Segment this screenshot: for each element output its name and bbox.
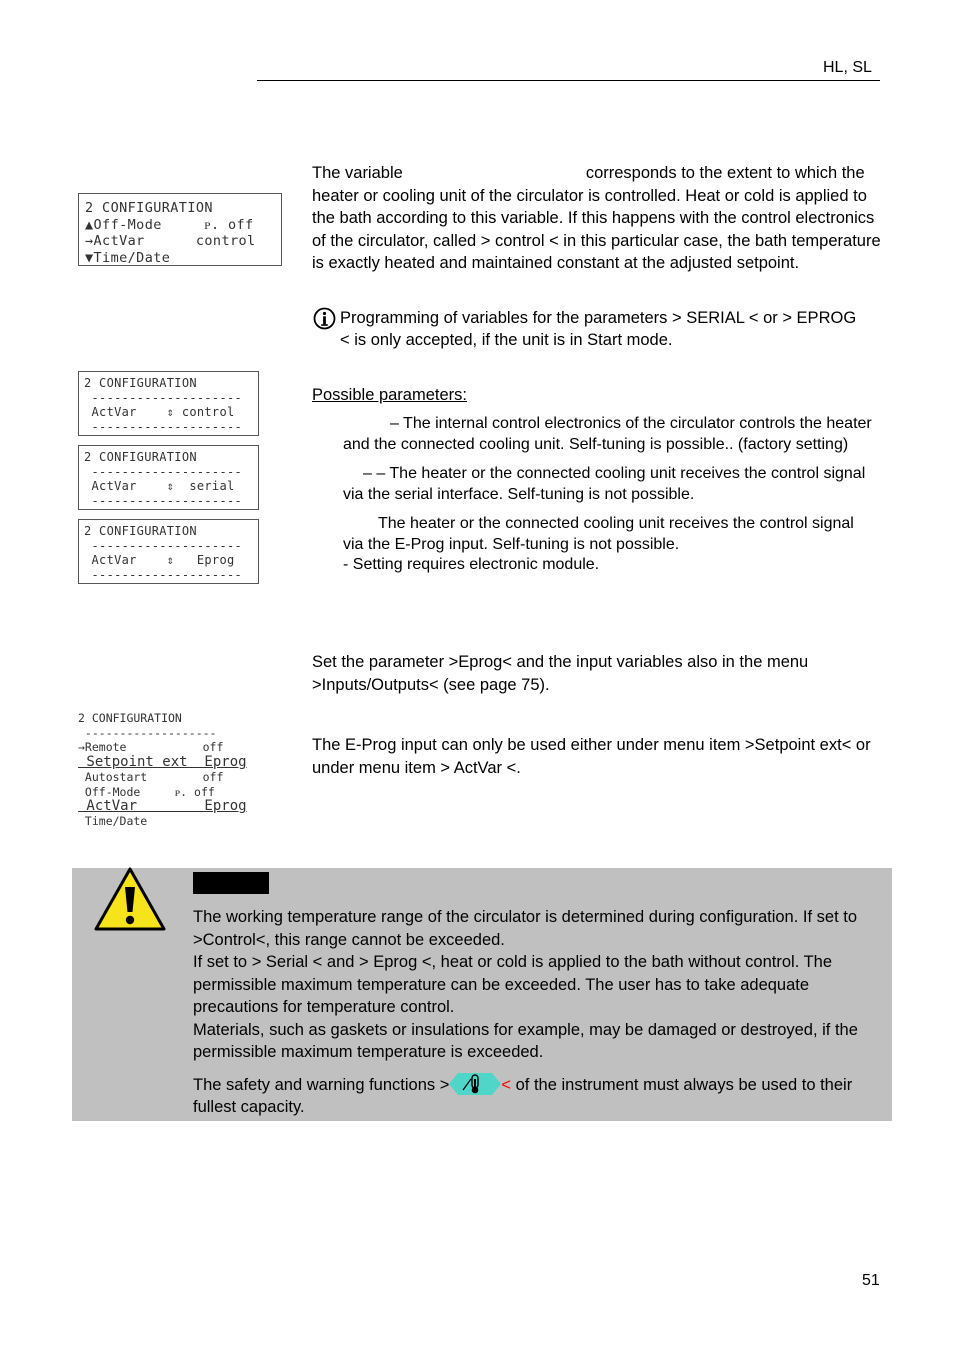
lcd-option-eprog (78, 519, 259, 584)
lcd-line: -------------------- (84, 390, 243, 405)
lcd-line: 2 CONFIGURATION (84, 450, 197, 464)
lcd-line: ActVar ⇕ serial (84, 479, 235, 494)
lcd-line: →ActVar control (85, 233, 256, 249)
parameter-item-control: – The internal control electronics of the circulator controls the heater and the connected cooling unit. Self-tuning is possible.. (factory setting) (343, 415, 872, 453)
possible-parameters-heading: Possible parameters: (312, 386, 467, 404)
lcd-line: -------------------- (84, 538, 243, 553)
safety-start: The safety and warning functions > (193, 1075, 450, 1094)
lcd-line: ActVar ⇕ Eprog (84, 553, 235, 568)
warning-paragraph: The working temperature range of the circulator is determined during configuration. If set to >Control<, this range cannot be exceeded. (193, 908, 858, 949)
menu-title: 2 CONFIGURATION (78, 711, 182, 725)
lcd-line: -------------------- (84, 420, 243, 435)
menu-row: →Remote off (78, 740, 224, 755)
menu-row: ActVar Eprog (78, 798, 247, 815)
intro-line1-end: corresponds to the extent to which (585, 164, 838, 182)
menu-row: Setpoint ext Eprog (78, 754, 247, 771)
header-rule (257, 80, 880, 81)
thermometer-icon (449, 1073, 501, 1095)
warning-triangle-icon (94, 867, 166, 931)
eprog-note: Set the parameter >Eprog< and the input variables also in the menu >Inputs/Outputs< (see page 75). (312, 653, 809, 694)
lcd-line: 2 CONFIGURATION (84, 524, 197, 538)
safety-end: of the instrument must always be used to their fullest capacity. (193, 1075, 853, 1116)
parameter-item-eprog: The heater or the connected cooling unit receives the control signal via the E-Prog input. Self-tuning is not possible. (343, 515, 854, 553)
menu-row: Off-Mode ᴘ. off (78, 784, 215, 799)
lcd-line: 2 CONFIGURATION (85, 200, 213, 216)
warning-paragraph: If set to > Serial < and > Eprog <, heat or cold is applied to the bath without control. The permissible maximum temperature can be exceeded. The user has to take adequate precautions for temperature control. (193, 953, 833, 1016)
safety-bracket: < (501, 1075, 512, 1094)
info-note: Programming of variables for the parameters > SERIAL < or > EPROG < is only accepted, if the unit is in Start mode. (340, 309, 857, 349)
lcd-line: ▲Off-Mode ᴘ. off (85, 216, 254, 233)
intro-rest: the heater or cooling unit of the circulator is controlled. Heat or cold is applied to the bath according to this variable. If this happens with the control electronics of the circulator, called > control < in this particular case, the bath temperature is exactly heated and maintained constant at the adjusted setpoint. (312, 164, 881, 272)
menu-divider: ------------------- (78, 725, 217, 740)
lcd-line: -------------------- (84, 494, 243, 509)
lcd-line: 2 CONFIGURATION (84, 376, 197, 390)
warning-paragraph: Materials, such as gaskets or insulations for example, may be damaged or destroyed, if the permissible maximum temperature is exceeded. (193, 1020, 858, 1061)
intro-paragraph (312, 162, 884, 275)
config-menu-list (78, 711, 247, 829)
safety-paragraph (193, 1073, 888, 1119)
page-number: 51 (862, 1272, 880, 1289)
intro-line1-start: The variable (312, 164, 403, 182)
parameter-item-serial: – – The heater or the connected cooling unit receives the control signal via the serial interface. Self-tuning is not possible. (343, 465, 866, 503)
parameter-list (343, 414, 878, 576)
lcd-option-control (78, 371, 259, 436)
parameter-item-module-note: - Setting requires electronic module. (343, 556, 600, 573)
lcd-main (78, 193, 282, 266)
menu-row: Time/Date (78, 813, 148, 828)
info-icon (313, 307, 336, 330)
lcd-line: -------------------- (84, 464, 243, 479)
lcd-option-serial (78, 445, 259, 510)
lcd-line: ActVar ⇕ control (84, 405, 235, 420)
warning-text (193, 906, 888, 1119)
lcd-line: ▼Time/Date (85, 249, 171, 266)
eprog-only-note: The E-Prog input can only be used either under menu item >Setpoint ext< or under menu item > ActVar <. (312, 736, 871, 777)
menu-row: Autostart off (78, 769, 224, 784)
lcd-line: -------------------- (84, 568, 243, 583)
warning-title-bar (193, 872, 269, 894)
header-label: HL, SL (823, 59, 872, 76)
